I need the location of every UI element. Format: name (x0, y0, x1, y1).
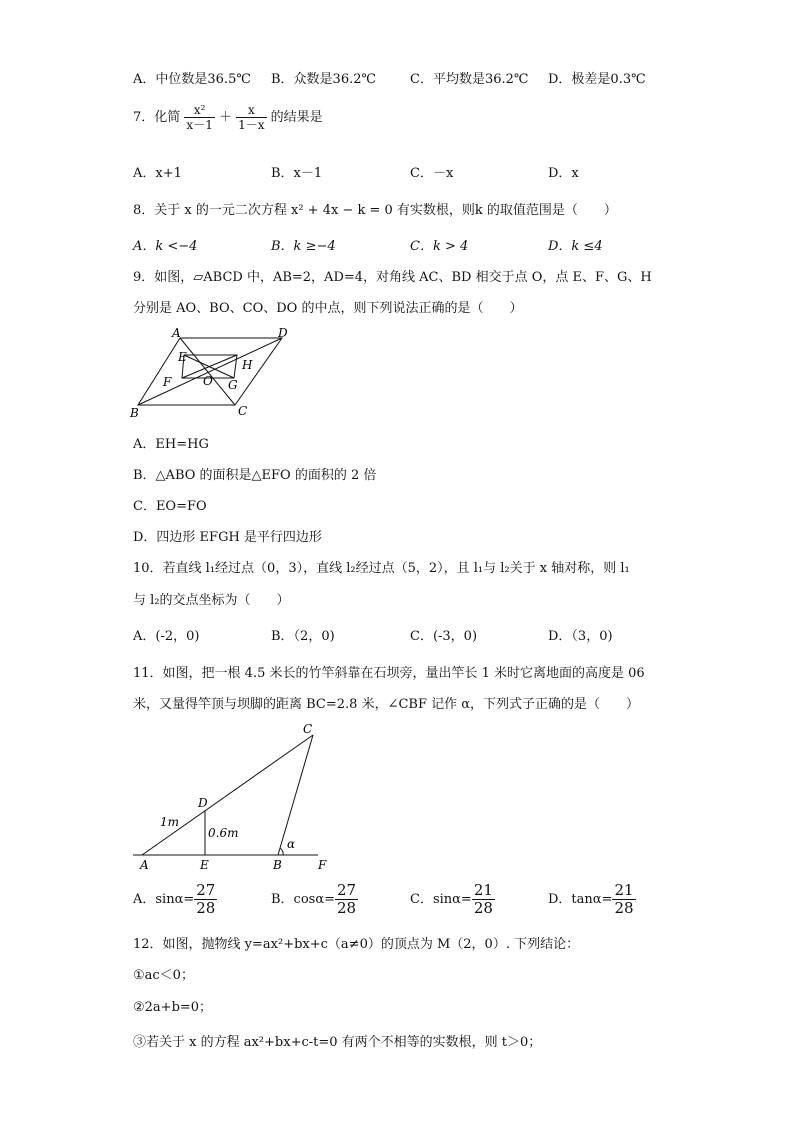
q7-option-d: D．x (548, 166, 579, 181)
q8-option-a: A．k <−4 (133, 239, 198, 254)
q7-option-a: A．x+1 (133, 166, 182, 181)
q9-option-d: D．四边形 EFGH 是平行四边形 (133, 530, 322, 545)
q11-a-numerator: 27 (196, 881, 216, 899)
q11-option-c-label: C．sinα= (410, 892, 472, 907)
q10-option-a: A．(-2，0) (133, 629, 200, 644)
q9-option-a: A．EH=HG (133, 437, 209, 452)
q10-stem-line2: 与 l₂的交点坐标为（ ） (133, 593, 290, 608)
q11-a-denominator: 28 (196, 899, 216, 917)
q6-option-a: A．中位数是36.5℃ (133, 72, 251, 87)
q7-plus: ＋ (218, 110, 232, 125)
q11-option-d-label: D．tanα= (548, 892, 613, 907)
q11-label-f: F (318, 858, 327, 872)
q7-option-c: C．－x (410, 166, 454, 181)
q9-option-c: C．EO=FO (133, 499, 207, 514)
q11-option-b (271, 882, 358, 917)
q8-option-d: D．k ≤4 (548, 239, 603, 254)
q11-d-denominator: 28 (614, 899, 634, 917)
q11-b-denominator: 28 (337, 899, 357, 917)
q9-label-o: O (203, 374, 213, 388)
q10-option-d: D．（3，0) (548, 629, 613, 644)
q9-stem-line1: 9．如图，▱ABCD 中，AB=2，AD=4，对角线 AC、BD 相交于点 O，点 E、F、G、H (133, 270, 652, 285)
q7-stem-prefix: 7．化简 (133, 110, 181, 125)
q9-label-b: B (130, 406, 139, 420)
q11-option-b-label: B．cosα= (271, 892, 336, 907)
q11-c-numerator: 21 (473, 881, 493, 899)
q9-stem-line2: 分别是 AO、BO、CO、DO 的中点，则下列说法正确的是（ ） (133, 301, 523, 316)
q12-statement-2: ②2a+b=0； (133, 1000, 213, 1015)
q12-statement-3: ③若关于 x 的方程 ax²+bx+c-t=0 有两个不相等的实数根，则 t＞0； (133, 1035, 542, 1050)
q11-option-c (410, 882, 495, 917)
q11-label-e: E (200, 858, 209, 872)
q11-option-a-fraction (194, 882, 217, 917)
q11-b-numerator: 27 (337, 881, 357, 899)
q11-label-1m: 1m (160, 815, 180, 829)
q9-label-d: D (278, 326, 288, 340)
q11-label-height: 0.6m (208, 826, 239, 840)
q12-stem: 12．如图，抛物线 y=ax²+bx+c（a≠0）的顶点为 M（2，0）. 下列结论： (133, 937, 580, 952)
q7-option-b: B．x－1 (271, 166, 323, 181)
q7-frac2-numerator: x (247, 103, 255, 117)
q8-stem: 8．关于 x 的一元二次方程 x² + 4x − k = 0 有实数根，则k 的取值范围是（ ） (133, 203, 617, 218)
q9-label-a: A (172, 326, 181, 340)
q11-label-a: A (140, 858, 149, 872)
q11-option-b-fraction (335, 882, 358, 917)
q11-option-a (133, 882, 217, 917)
q11-label-b: B (273, 858, 282, 872)
q9-option-b: B．△ABO 的面积是△EFO 的面积的 2 倍 (133, 468, 377, 483)
q6-option-b: B．众数是36.2℃ (271, 72, 377, 87)
q12-statement-1: ①ac＜0； (133, 968, 194, 983)
q9-parallelogram-figure (130, 325, 300, 420)
q9-label-g: G (228, 378, 238, 392)
q10-option-c: C．(-3，0) (410, 629, 478, 644)
q11-option-c-fraction (472, 882, 495, 917)
q9-label-e: E (178, 350, 187, 364)
q11-option-d (548, 882, 636, 917)
q6-option-c: C．平均数是36.2℃ (410, 72, 529, 87)
q11-d-numerator: 21 (614, 881, 634, 899)
q11-stem-line1: 11．如图，把一根 4.5 米长的竹竿斜靠在石坝旁，量出竿长 1 米时它离地面的高度是 06 (133, 666, 645, 681)
q11-label-c: C (303, 722, 313, 736)
q7-frac1-denominator: x－1 (186, 118, 213, 132)
q9-label-f: F (163, 375, 172, 389)
q11-label-alpha: α (287, 837, 296, 851)
q8-option-c: C．k > 4 (410, 239, 469, 254)
q9-label-h: H (242, 358, 253, 372)
q11-stem-line2: 米，又量得竿顶与坝脚的距离 BC=2.8 米，∠CBF 记作 α，下列式子正确的是（ ） (133, 697, 640, 712)
q7-stem (133, 103, 323, 132)
q6-option-d: D．极差是0.3℃ (548, 72, 646, 87)
q8-option-b: B．k ≥−4 (271, 239, 336, 254)
q7-stem-suffix: 的结果是 (270, 110, 323, 125)
q7-frac1-numerator: x² (193, 103, 206, 117)
q11-bamboo-pole-figure (130, 720, 340, 875)
q10-option-b: B．（2，0) (271, 629, 335, 644)
q7-fraction-2 (236, 103, 266, 132)
q7-frac2-denominator: 1－x (238, 118, 265, 132)
q9-label-c: C (238, 404, 248, 418)
q11-label-d: D (198, 796, 208, 810)
q11-option-a-label: A．sinα= (133, 892, 195, 907)
q11-c-denominator: 28 (473, 899, 493, 917)
q7-fraction-1 (184, 103, 214, 132)
q10-stem-line1: 10．若直线 l₁经过点（0，3），直线 l₂经过点（5，2），且 l₁与 l₂关于 x 轴对称，则 l₁ (133, 561, 630, 576)
q11-option-d-fraction (612, 882, 635, 917)
